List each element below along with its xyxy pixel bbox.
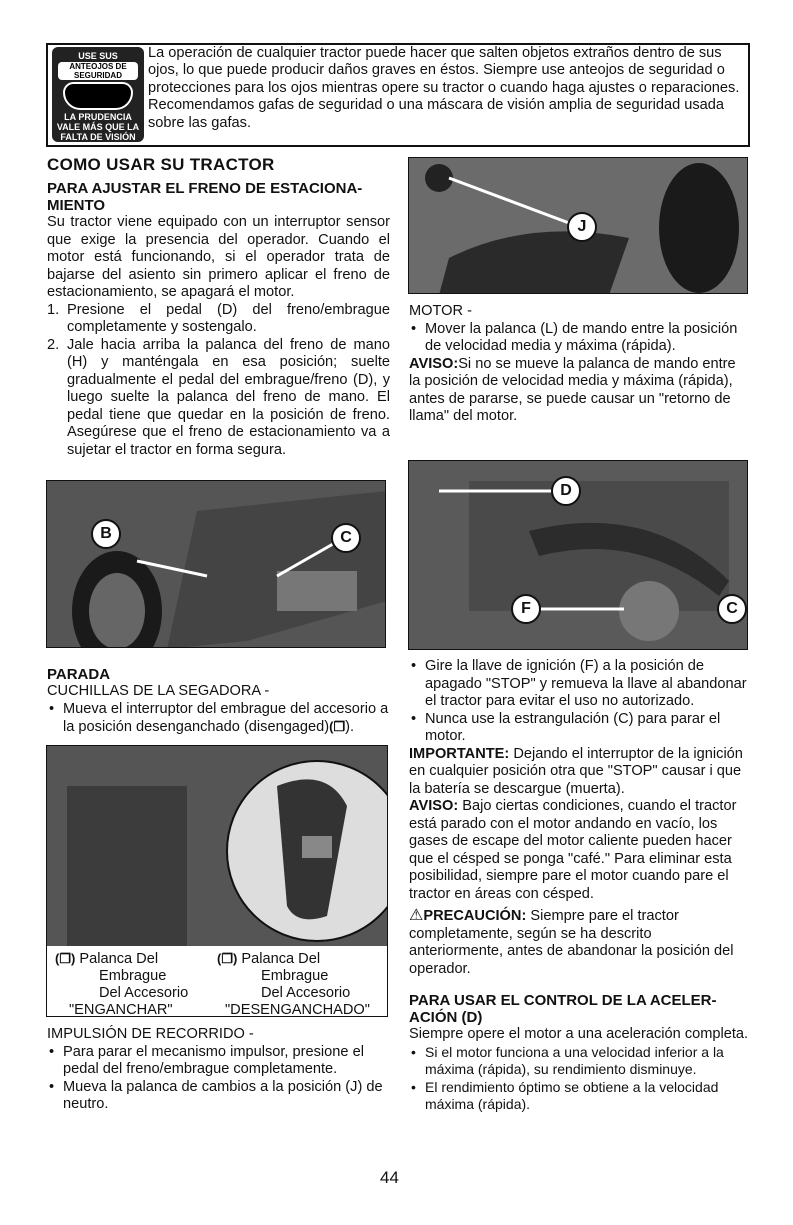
stop-bullets [47, 701, 390, 737]
ground-drive-heading: IMPULSIÓN DE RECORRIDO - [47, 1026, 254, 1042]
notice-label: AVISO: [409, 355, 459, 372]
important-text: Dejando el interruptor de la ignición en cualquier posición otra que "STOP" causar i que la batería se descargue (muerta). [409, 745, 743, 797]
list-item [47, 302, 390, 337]
motor-heading: MOTOR - [409, 303, 472, 319]
list-item: • Mover la palanca (L) de mando entre la posición de velocidad media y máxima (rápida). [409, 321, 749, 356]
parking-brake-intro: Su tractor viene equipado con un interruptor sensor que exige la presencia del operador. Cuando el motor está funcionando, si el operador trata de bajarse del asiento sin primero aplicar el freno de estacionamiento, se apagará el motor. [47, 214, 390, 300]
legend-text: Embrague [99, 968, 167, 984]
callout-d: D [551, 476, 581, 506]
step-text: Jale hacia arriba la palanca del freno de mano (H) y manténgala en esa posición; suelte gradualmente el pedal del embrague/freno (D), y luego suelte la palanca del freno de mano. El pedal tiene que quedar en la posición de freno. Asegúrese que el freno de estacionamiento va a sujetar el tractor en forma segura. [67, 336, 390, 458]
parking-brake-heading: PARA AJUSTAR EL FRENO DE ESTACIONA-MIENTO [47, 180, 363, 214]
label-line: ANTEOJOS DE [69, 62, 127, 71]
ignition-bullets [409, 658, 749, 746]
goggles-icon [63, 82, 133, 110]
list-item: • Mueva la palanca de cambios a la posición (J) de neutro. [47, 1079, 390, 1114]
callout-c: C [331, 523, 361, 553]
throttle-intro: Siempre opere el motor a una aceleración completa. [409, 1026, 749, 1042]
safety-warning-text: La operación de cualquier tractor puede hacer que salten objetos extraños dentro de sus ojos, lo que puede producir daños graves en éstos. Siempre use anteojos de seguridad o protecciones para los ojos mientras opere su tractor o cuando haga ajustes o reparaciones. Recomendamos gafas de seguridad o una máscara de visión amplia de seguridad usada sobre las gafas. [148, 45, 740, 131]
pto-lever-figure [46, 745, 388, 1017]
shift-lever-photo [408, 157, 748, 294]
pto-lever-illustration [47, 746, 387, 946]
callout-c: C [717, 594, 747, 624]
notice-label: AVISO: [409, 798, 459, 814]
label-line: VALE MÁS QUE LA [56, 122, 140, 132]
symbol-suffix: ). [345, 719, 355, 735]
list-item: • Nunca use la estrangulación (C) para parar el motor. [409, 711, 749, 746]
brake-photo [46, 480, 386, 648]
callout-b: B [91, 519, 121, 549]
ground-drive-bullets [47, 1044, 390, 1114]
caution-label: PRECAUCIÓN: [423, 908, 527, 924]
legend-text: Del Accesorio [261, 985, 351, 1001]
label-line: LA PRUDENCIA [64, 112, 132, 122]
stop-heading: PARADA [47, 666, 111, 683]
list-item [47, 337, 390, 460]
brake-photo-illustration [47, 481, 386, 648]
parking-brake-steps [47, 302, 390, 460]
list-item [47, 701, 390, 737]
pto-engaged-icon: (❐) [55, 951, 76, 966]
step-text: Presione el pedal (D) del freno/embrague completamente y sostengalo. [67, 301, 390, 335]
label-line: USE SUS [78, 51, 118, 61]
legend-text: "ENGANCHAR" [69, 1002, 173, 1018]
legend-text: Palanca Del [79, 951, 159, 967]
legend-text: Palanca Del [241, 951, 321, 967]
motor-bullets [409, 321, 749, 356]
label-line: FALTA DE VISIÓN [60, 132, 136, 142]
legend-text: Del Accesorio [99, 985, 189, 1001]
motor-notice-text: Si no se mueve la palanca de mando entre la posición de velocidad media y máxima (rápida), antes de pararse, se puede causar un "retorno de llama" del motor. [409, 355, 736, 424]
legend-text: Embrague [261, 968, 329, 984]
section-title: COMO USAR SU TRACTOR [47, 155, 275, 174]
pto-disengaged-icon: (❐ [329, 719, 346, 734]
safety-glasses-label [52, 47, 144, 142]
notice-text: Bajo ciertas condiciones, cuando el tractor está parado con el motor andando en vacío, los gases de escape del motor caliente pueden hacer que el césped se ponga "café." Para eliminar esta posibilidad, siempre pare el motor cuando pare el tractor en áreas con césped. [409, 798, 737, 902]
step-number: 2. [47, 336, 60, 353]
list-item-text: Mueva el interruptor del embrague del accesorio a la posición desenganchado (disengaged) [63, 700, 389, 735]
legend-text: "DESENGANCHADO" [225, 1002, 370, 1018]
throttle-heading: PARA USAR EL CONTROL DE LA ACELER-ACIÓN (D) [409, 992, 717, 1026]
callout-j: J [567, 212, 597, 242]
ignition-photo [408, 460, 748, 650]
lever-legend-engage [55, 950, 215, 1019]
list-item: • Gire la llave de ignición (F) a la posición de apagado "STOP" y remueva la llave al abandonar el tractor para evitar el uso no autorizado. [409, 658, 749, 711]
pto-disengaged-icon: (❐) [217, 951, 238, 966]
mower-blades-subheading: CUCHILLAS DE LA SEGADORA - [47, 683, 270, 699]
label-line: SEGURIDAD [73, 71, 122, 80]
throttle-bullets [409, 1044, 749, 1114]
lever-legend-disengage [217, 950, 387, 1019]
warning-triangle-icon: ⚠ [409, 907, 424, 924]
step-number: 1. [47, 301, 60, 318]
list-item: • Para parar el mecanismo impulsor, presione el pedal del freno/embrague completamente. [47, 1044, 390, 1079]
callout-f: F [511, 594, 541, 624]
list-item: • Si el motor funciona a una velocidad inferior a la máxima (rápida), su rendimiento disminuye. [409, 1044, 749, 1079]
important-label: IMPORTANTE: [409, 745, 510, 762]
list-item: • El rendimiento óptimo se obtiene a la velocidad máxima (rápida). [409, 1079, 749, 1114]
caution-text: Siempre pare el tractor completamente, según se ha descrito anteriormente, antes de abandonar la posición del operador. [409, 908, 734, 977]
page-number: 44 [380, 1168, 399, 1187]
